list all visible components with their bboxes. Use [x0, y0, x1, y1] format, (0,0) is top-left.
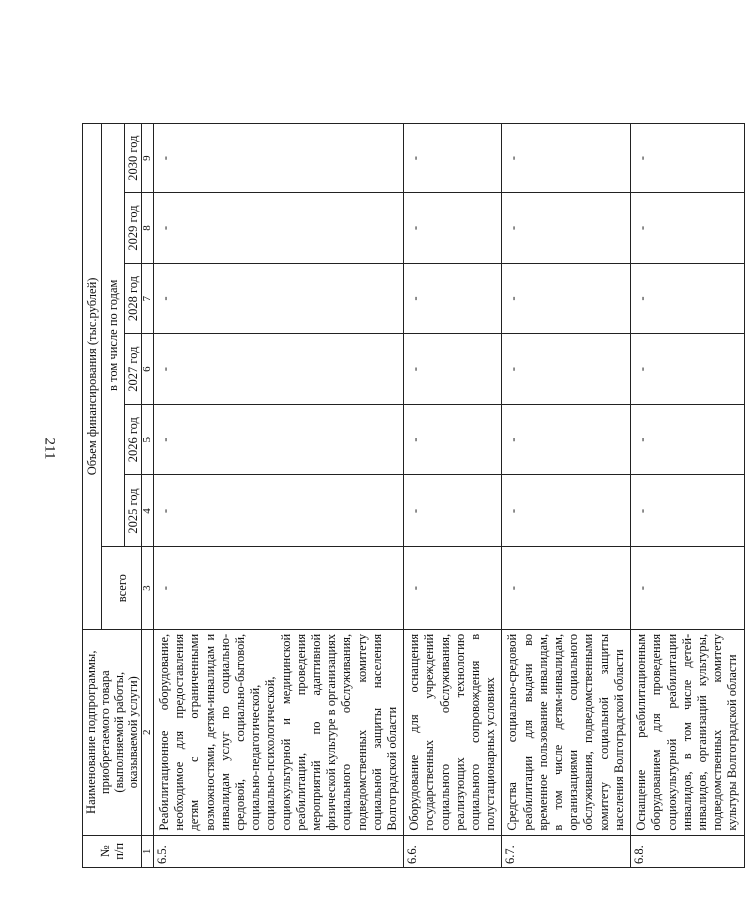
table-row [631, 124, 744, 868]
value-cell: - [502, 404, 631, 475]
header-name: Наименование подпрограммы, приобретаемого товара (выполняемой работы, оказываемой услуги) [83, 629, 142, 835]
value-cell: - [502, 124, 631, 193]
row-description: Средства социально-средовой реабилитации для выдачи во временное пользование инвалидам, в том числе детям-инвалидам, организациями социального обслуживания, подведомственными комитету социальной защиты населения Волгоградской области [502, 629, 631, 835]
table-row [502, 124, 631, 868]
row-description: Оснащение реабилитационным оборудованием для проведения социокультурной реабилитации инвалидов, в том числе детей-инвалидов, организаций культуры, подведомственных комитету культуры Волгоградской области [631, 629, 744, 835]
col-number: 4 [142, 475, 154, 547]
col-number: 5 [142, 404, 154, 475]
value-cell: - [154, 547, 404, 629]
row-number: 6.8. [631, 835, 744, 867]
value-cell: - [631, 263, 744, 334]
value-cell: - [502, 193, 631, 264]
value-cell: - [502, 334, 631, 405]
value-cell: - [404, 334, 502, 405]
value-cell: - [502, 475, 631, 547]
header-year: 2028 год [125, 263, 142, 334]
page-number: 211 [41, 437, 58, 460]
row-number: 6.7. [502, 835, 631, 867]
value-cell: - [404, 547, 502, 629]
value-cell: - [631, 404, 744, 475]
table-row [404, 124, 502, 868]
value-cell: - [631, 475, 744, 547]
col-number: 2 [142, 629, 154, 835]
value-cell: - [154, 193, 404, 264]
value-cell: - [154, 475, 404, 547]
header-year: 2026 год [125, 404, 142, 475]
value-cell: - [631, 124, 744, 193]
col-number: 7 [142, 263, 154, 334]
value-cell: - [154, 404, 404, 475]
value-cell: - [154, 334, 404, 405]
value-cell: - [502, 547, 631, 629]
header-year: 2027 год [125, 334, 142, 405]
header-total: всего [102, 547, 142, 629]
value-cell: - [404, 193, 502, 264]
row-number: 6.6. [404, 835, 502, 867]
row-description: Оборудование для оснащения государственных учреждений социального обслуживания, реализующих технологию социального сопровождения в полустационарных условиях [404, 629, 502, 835]
col-number: 9 [142, 124, 154, 193]
rotated-table-frame [82, 123, 740, 868]
value-cell: - [631, 547, 744, 629]
value-cell: - [631, 193, 744, 264]
header-year: 2030 год [125, 124, 142, 193]
row-number: 6.5. [154, 835, 404, 867]
header-funding: Объем финансирования (тыс.рублей) [83, 124, 102, 630]
col-number: 3 [142, 547, 154, 629]
funding-table [82, 123, 745, 868]
value-cell: - [154, 263, 404, 334]
value-cell: - [502, 263, 631, 334]
value-cell: - [631, 334, 744, 405]
value-cell: - [404, 124, 502, 193]
col-number: 6 [142, 334, 154, 405]
col-number: 1 [142, 835, 154, 867]
header-num: № п/п [83, 835, 142, 867]
header-year: 2029 год [125, 193, 142, 264]
header-by-years: в том числе по годам [102, 124, 125, 548]
header-year: 2025 год [125, 475, 142, 547]
value-cell: - [404, 263, 502, 334]
row-description: Реабилитационное оборудование, необходимое для предоставления детям с ограниченными возможностями, детям-инвалидам и инвалидам услуг по социально-средовой, социально-бытовой, социально-педагогической, социально-психологической, социокультурной и медицинской реабилитации, проведения мероприятий по адаптивной физической культуре в организациях социального обслуживания, подведомственных комитету социальной защиты населения Волгоградской области [154, 629, 404, 835]
col-number: 8 [142, 193, 154, 264]
value-cell: - [404, 404, 502, 475]
value-cell: - [404, 475, 502, 547]
table-row [154, 124, 404, 868]
value-cell: - [154, 124, 404, 193]
